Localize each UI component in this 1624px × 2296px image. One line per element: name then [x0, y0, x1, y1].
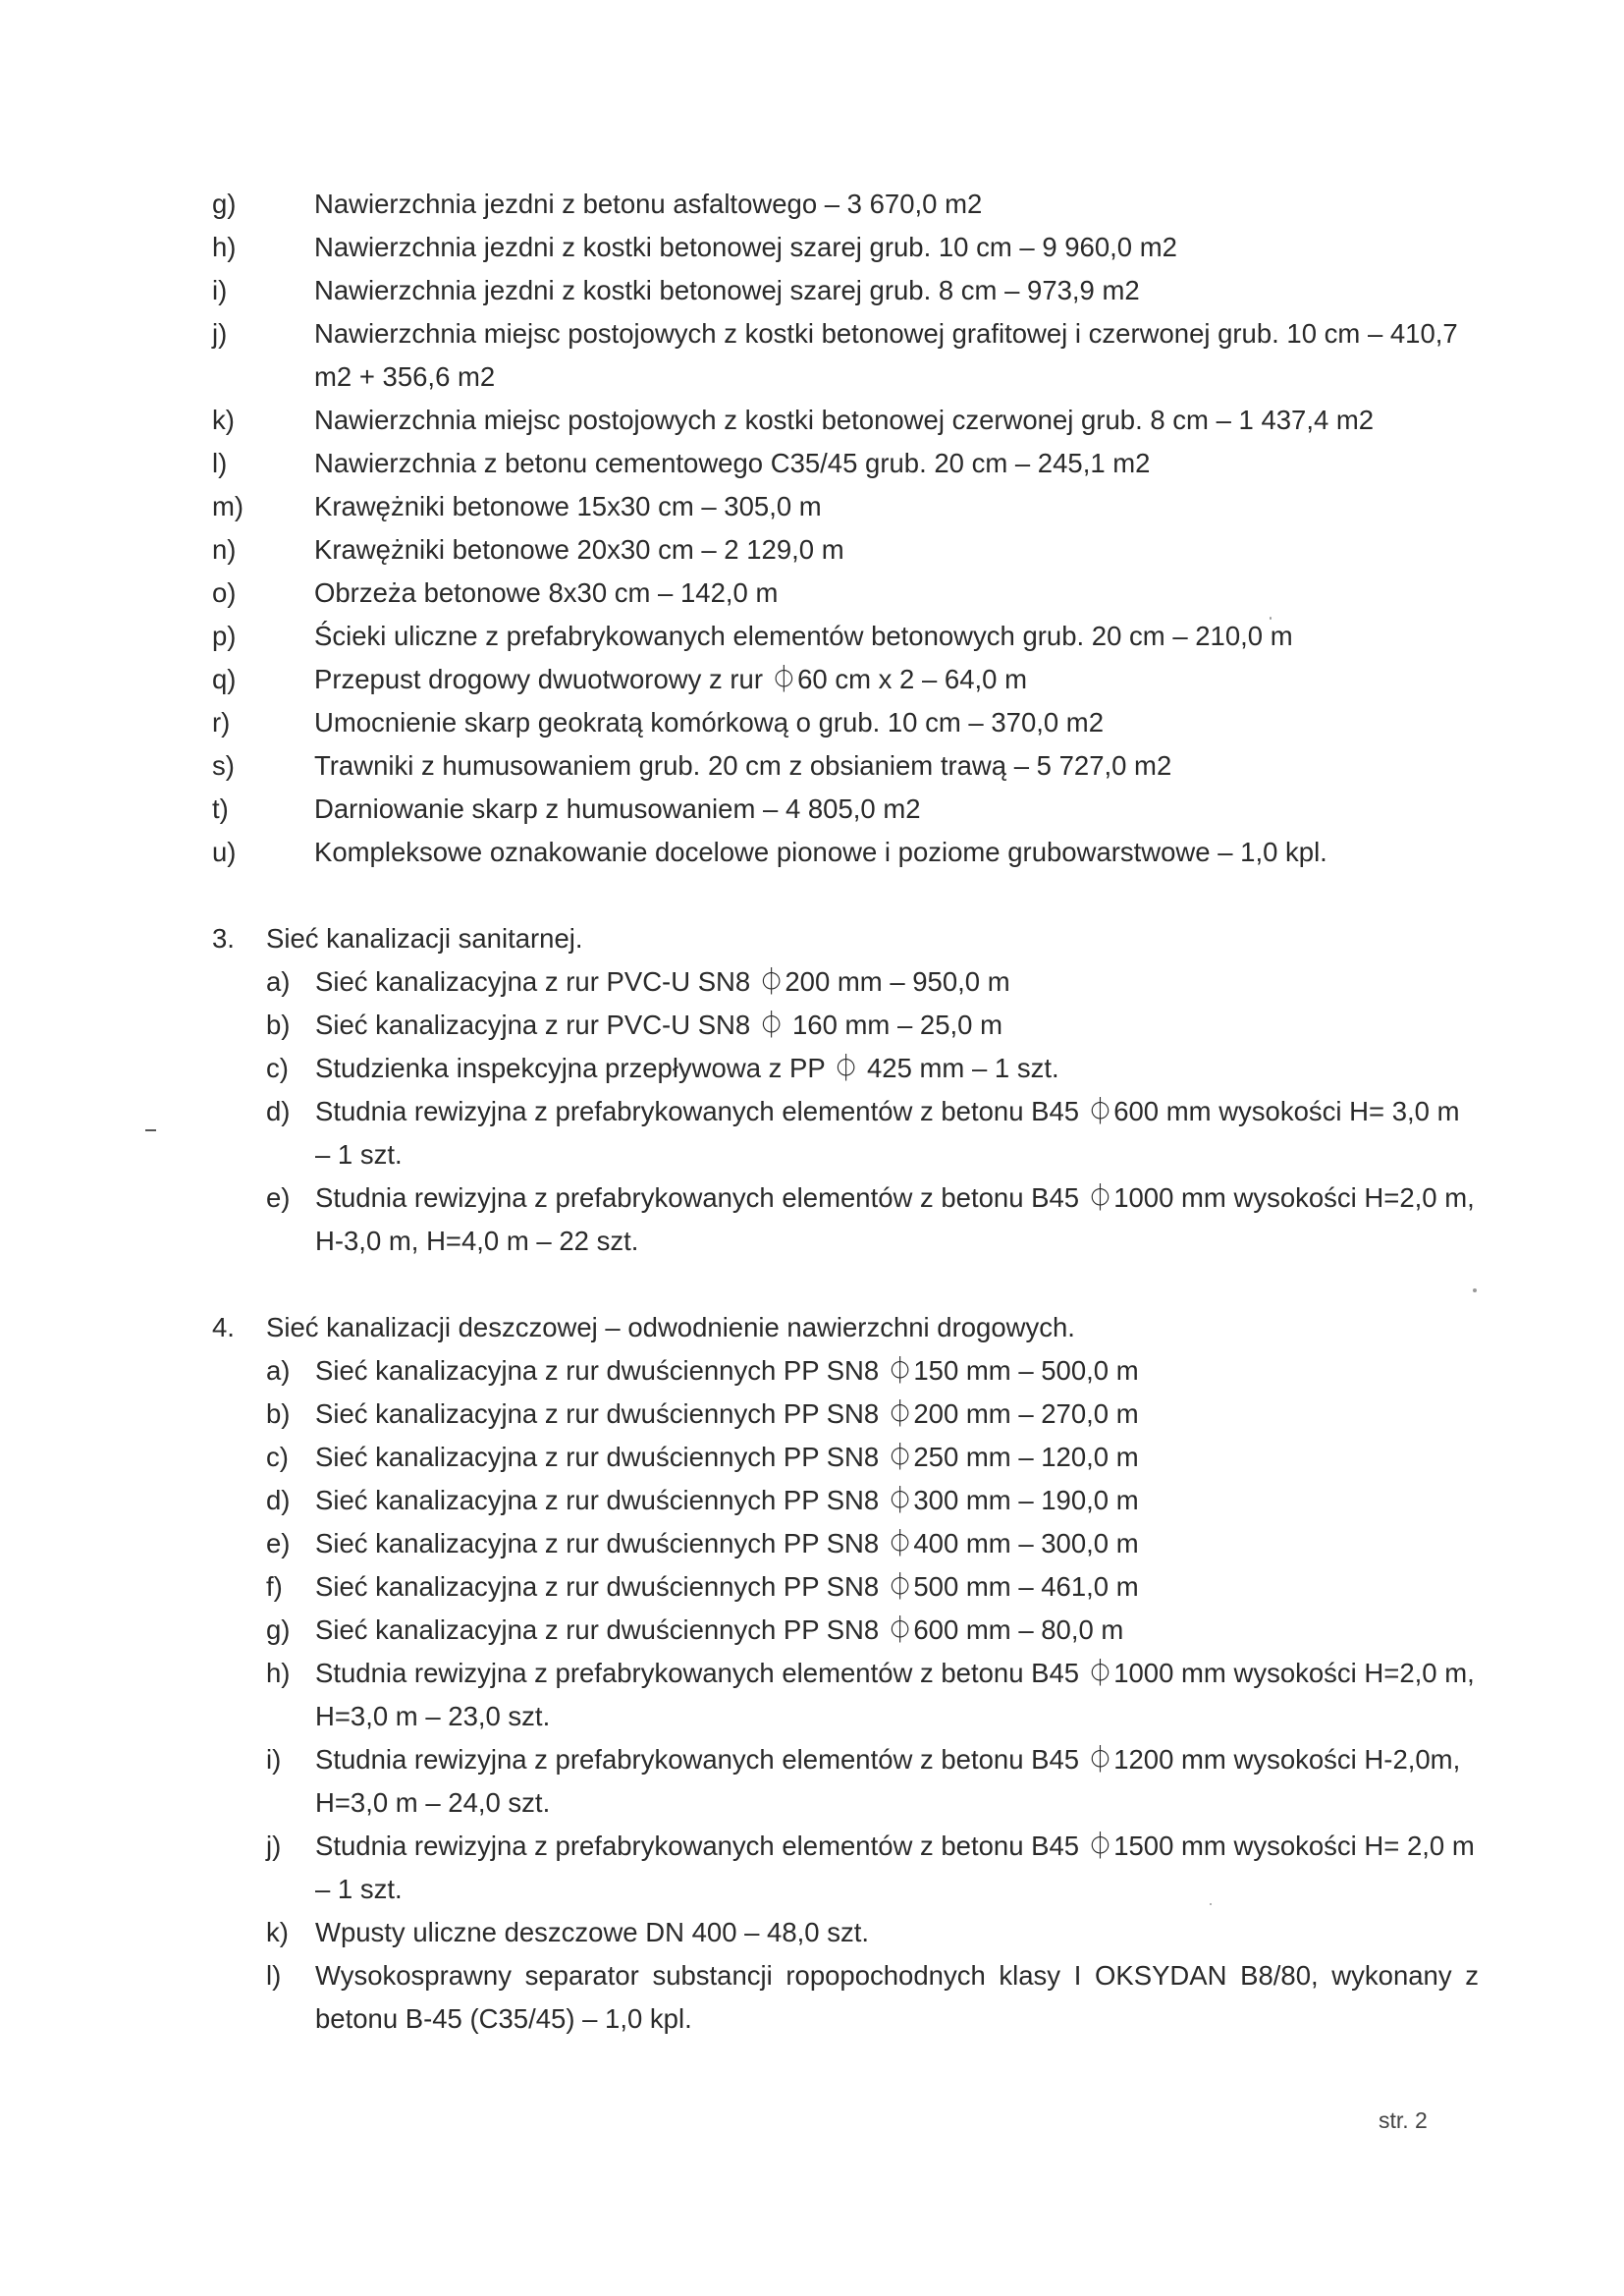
section-title: Sieć kanalizacji sanitarnej.: [266, 923, 583, 954]
list-item-text: Wpusty uliczne deszczowe DN 400 – 48,0 szt.: [315, 1917, 870, 1947]
list-item-marker: p): [212, 621, 237, 651]
list-item-text: Sieć kanalizacyjna z rur dwuściennych PP SN8 ⏀300 mm – 190,0 m: [315, 1485, 1139, 1515]
list-item-text: Studnia rewizyjna z prefabrykowanych elementów z betonu B45 ⏀1000 mm wysokości H=2,0 m, H-3,0 m, H=4,0 m – 22 szt.: [315, 1182, 1475, 1256]
list-item: [212, 831, 1479, 874]
list-item-text: Studnia rewizyjna z prefabrykowanych elementów z betonu B45 ⏀600 mm wysokości H= 3,0 m – 1 szt.: [315, 1096, 1460, 1170]
list-item-marker: f): [266, 1571, 283, 1602]
list-item: [266, 1090, 1479, 1176]
list-item: [266, 1004, 1479, 1047]
list-item-text: Nawierzchnia jezdni z kostki betonowej szarej grub. 10 cm – 9 960,0 m2: [314, 232, 1177, 262]
list-item-marker: q): [212, 664, 237, 694]
list-item-marker: l): [212, 448, 228, 478]
list-item-text: Krawężniki betonowe 20x30 cm – 2 129,0 m: [314, 534, 844, 565]
list-item-marker: i): [212, 275, 228, 305]
list-item: [212, 226, 1479, 269]
list-item-marker: d): [266, 1485, 291, 1515]
list-item-marker: c): [266, 1442, 289, 1472]
list-item: [212, 788, 1479, 831]
list-item-marker: j): [266, 1831, 282, 1861]
list-item-text: Sieć kanalizacyjna z rur dwuściennych PP SN8 ⏀250 mm – 120,0 m: [315, 1442, 1139, 1472]
list-item-text: Krawężniki betonowe 15x30 cm – 305,0 m: [314, 491, 822, 521]
section-storm-sewer: [212, 1306, 1479, 2041]
list-item-text: Sieć kanalizacyjna z rur dwuściennych PP SN8 ⏀400 mm – 300,0 m: [315, 1528, 1139, 1558]
list-item-marker: a): [266, 966, 291, 997]
list-item-marker: b): [266, 1398, 291, 1429]
list-item: [266, 1911, 1479, 1954]
list-item-marker: e): [266, 1182, 291, 1213]
list-item-marker: g): [212, 189, 237, 219]
list-item: [266, 1565, 1479, 1609]
list-item-text: Nawierzchnia miejsc postojowych z kostki betonowej grafitowej i czerwonej grub. 10 cm – 410,7 m2 + 356,6 m2: [314, 318, 1458, 392]
list-item-marker: a): [266, 1355, 291, 1386]
list-item-marker: e): [266, 1528, 291, 1558]
list-item: [266, 1609, 1479, 1652]
list-item-text: Ścieki uliczne z prefabrykowanych elementów betonowych grub. 20 cm – 210,0 m: [314, 621, 1293, 651]
list-item-text: Sieć kanalizacyjna z rur dwuściennych PP SN8 ⏀500 mm – 461,0 m: [315, 1571, 1139, 1602]
list-item: [266, 960, 1479, 1004]
list-item: [266, 1825, 1479, 1911]
list-item-text: Przepust drogowy dwuotworowy z rur ⏀60 cm x 2 – 64,0 m: [314, 664, 1027, 694]
list-item: [212, 183, 1479, 226]
list-item: [212, 269, 1479, 312]
list-item-marker: d): [266, 1096, 291, 1126]
list-item-text: Umocnienie skarp geokratą komórkową o grub. 10 cm – 370,0 m2: [314, 707, 1105, 738]
section-sanitary-sewer: [212, 917, 1479, 1263]
list-item: [266, 1652, 1479, 1738]
list-item-marker: c): [266, 1053, 289, 1083]
list-item-text: Kompleksowe oznakowanie docelowe pionowe i poziome grubowarstwowe – 1,0 kpl.: [314, 837, 1327, 867]
list-item: [212, 701, 1479, 744]
list-item-marker: s): [212, 750, 235, 781]
list-item: [266, 1954, 1479, 2041]
list-item: [266, 1738, 1479, 1825]
list-item-text: Sieć kanalizacyjna z rur PVC-U SN8 ⏀200 mm – 950,0 m: [315, 966, 1010, 997]
list-item-marker: u): [212, 837, 237, 867]
list-item-marker: m): [212, 491, 244, 521]
list-item: [266, 1176, 1479, 1263]
list-item: [266, 1436, 1479, 1479]
list-item-text: Obrzeża betonowe 8x30 cm – 142,0 m: [314, 577, 779, 608]
list-item-marker: h): [212, 232, 237, 262]
list-item-text: Nawierzchnia jezdni z betonu asfaltowego – 3 670,0 m2: [314, 189, 983, 219]
sanitary-sewer-list: [212, 960, 1479, 1263]
list-item-marker: k): [212, 405, 235, 435]
list-item-text: Wysokosprawny separator substancji ropopochodnych klasy I OKSYDAN B8/80, wykonany z betonu B-45 (C35/45) – 1,0 kpl.: [315, 1960, 1479, 2034]
section-title: Sieć kanalizacji deszczowej – odwodnienie nawierzchni drogowych.: [266, 1312, 1075, 1342]
list-item: [266, 1393, 1479, 1436]
list-item-marker: j): [212, 318, 228, 349]
list-item-marker: g): [266, 1614, 291, 1645]
list-item-marker: l): [266, 1960, 282, 1991]
list-item: [212, 528, 1479, 572]
list-item-text: Sieć kanalizacyjna z rur dwuściennych PP SN8 ⏀200 mm – 270,0 m: [315, 1398, 1139, 1429]
list-item: [266, 1047, 1479, 1090]
page-number: str. 2: [1379, 2107, 1428, 2133]
list-item-text: Sieć kanalizacyjna z rur PVC-U SN8 ⏀ 160 mm – 25,0 m: [315, 1010, 1002, 1040]
list-item: [212, 572, 1479, 615]
list-item-text: Nawierzchnia miejsc postojowych z kostki betonowej czerwonej grub. 8 cm – 1 437,4 m2: [314, 405, 1375, 435]
list-item-text: Trawniki z humusowaniem grub. 20 cm z obsianiem trawą – 5 727,0 m2: [314, 750, 1172, 781]
list-item: [266, 1522, 1479, 1565]
road-works-list: [212, 183, 1479, 874]
list-item-marker: r): [212, 707, 231, 738]
list-item-text: Sieć kanalizacyjna z rur dwuściennych PP SN8 ⏀600 mm – 80,0 m: [315, 1614, 1124, 1645]
list-item-marker: h): [266, 1658, 291, 1688]
list-item: [212, 485, 1479, 528]
list-item: [212, 615, 1479, 658]
list-item: [212, 442, 1479, 485]
list-item: [266, 1479, 1479, 1522]
list-item: [212, 658, 1479, 701]
list-item-text: Studnia rewizyjna z prefabrykowanych elementów z betonu B45 ⏀1200 mm wysokości H-2,0m, H=3,0 m – 24,0 szt.: [315, 1744, 1461, 1818]
list-item-text: Studnia rewizyjna z prefabrykowanych elementów z betonu B45 ⏀1500 mm wysokości H= 2,0 m – 1 szt.: [315, 1831, 1475, 1904]
list-item: [212, 744, 1479, 788]
list-item: [212, 312, 1479, 399]
list-item-text: Nawierzchnia jezdni z kostki betonowej szarej grub. 8 cm – 973,9 m2: [314, 275, 1140, 305]
list-item-marker: n): [212, 534, 237, 565]
list-item-text: Studzienka inspekcyjna przepływowa z PP ⏀ 425 mm – 1 szt.: [315, 1053, 1059, 1083]
list-item-marker: o): [212, 577, 237, 608]
section-number: 4.: [212, 1312, 235, 1342]
list-item-text: Nawierzchnia z betonu cementowego C35/45 grub. 20 cm – 245,1 m2: [314, 448, 1151, 478]
list-item-marker: i): [266, 1744, 282, 1775]
storm-sewer-list: [212, 1349, 1479, 2041]
margin-mark: [145, 1129, 156, 1131]
document-body: [212, 183, 1479, 2041]
list-item-marker: k): [266, 1917, 289, 1947]
list-item-marker: t): [212, 793, 229, 824]
section-number: 3.: [212, 923, 235, 954]
list-item-text: Sieć kanalizacyjna z rur dwuściennych PP SN8 ⏀150 mm – 500,0 m: [315, 1355, 1139, 1386]
list-item-marker: b): [266, 1010, 291, 1040]
list-item: [266, 1349, 1479, 1393]
list-item-text: Studnia rewizyjna z prefabrykowanych elementów z betonu B45 ⏀1000 mm wysokości H=2,0 m, H=3,0 m – 23,0 szt.: [315, 1658, 1475, 1731]
list-item-text: Darniowanie skarp z humusowaniem – 4 805,0 m2: [314, 793, 921, 824]
list-item: [212, 399, 1479, 442]
